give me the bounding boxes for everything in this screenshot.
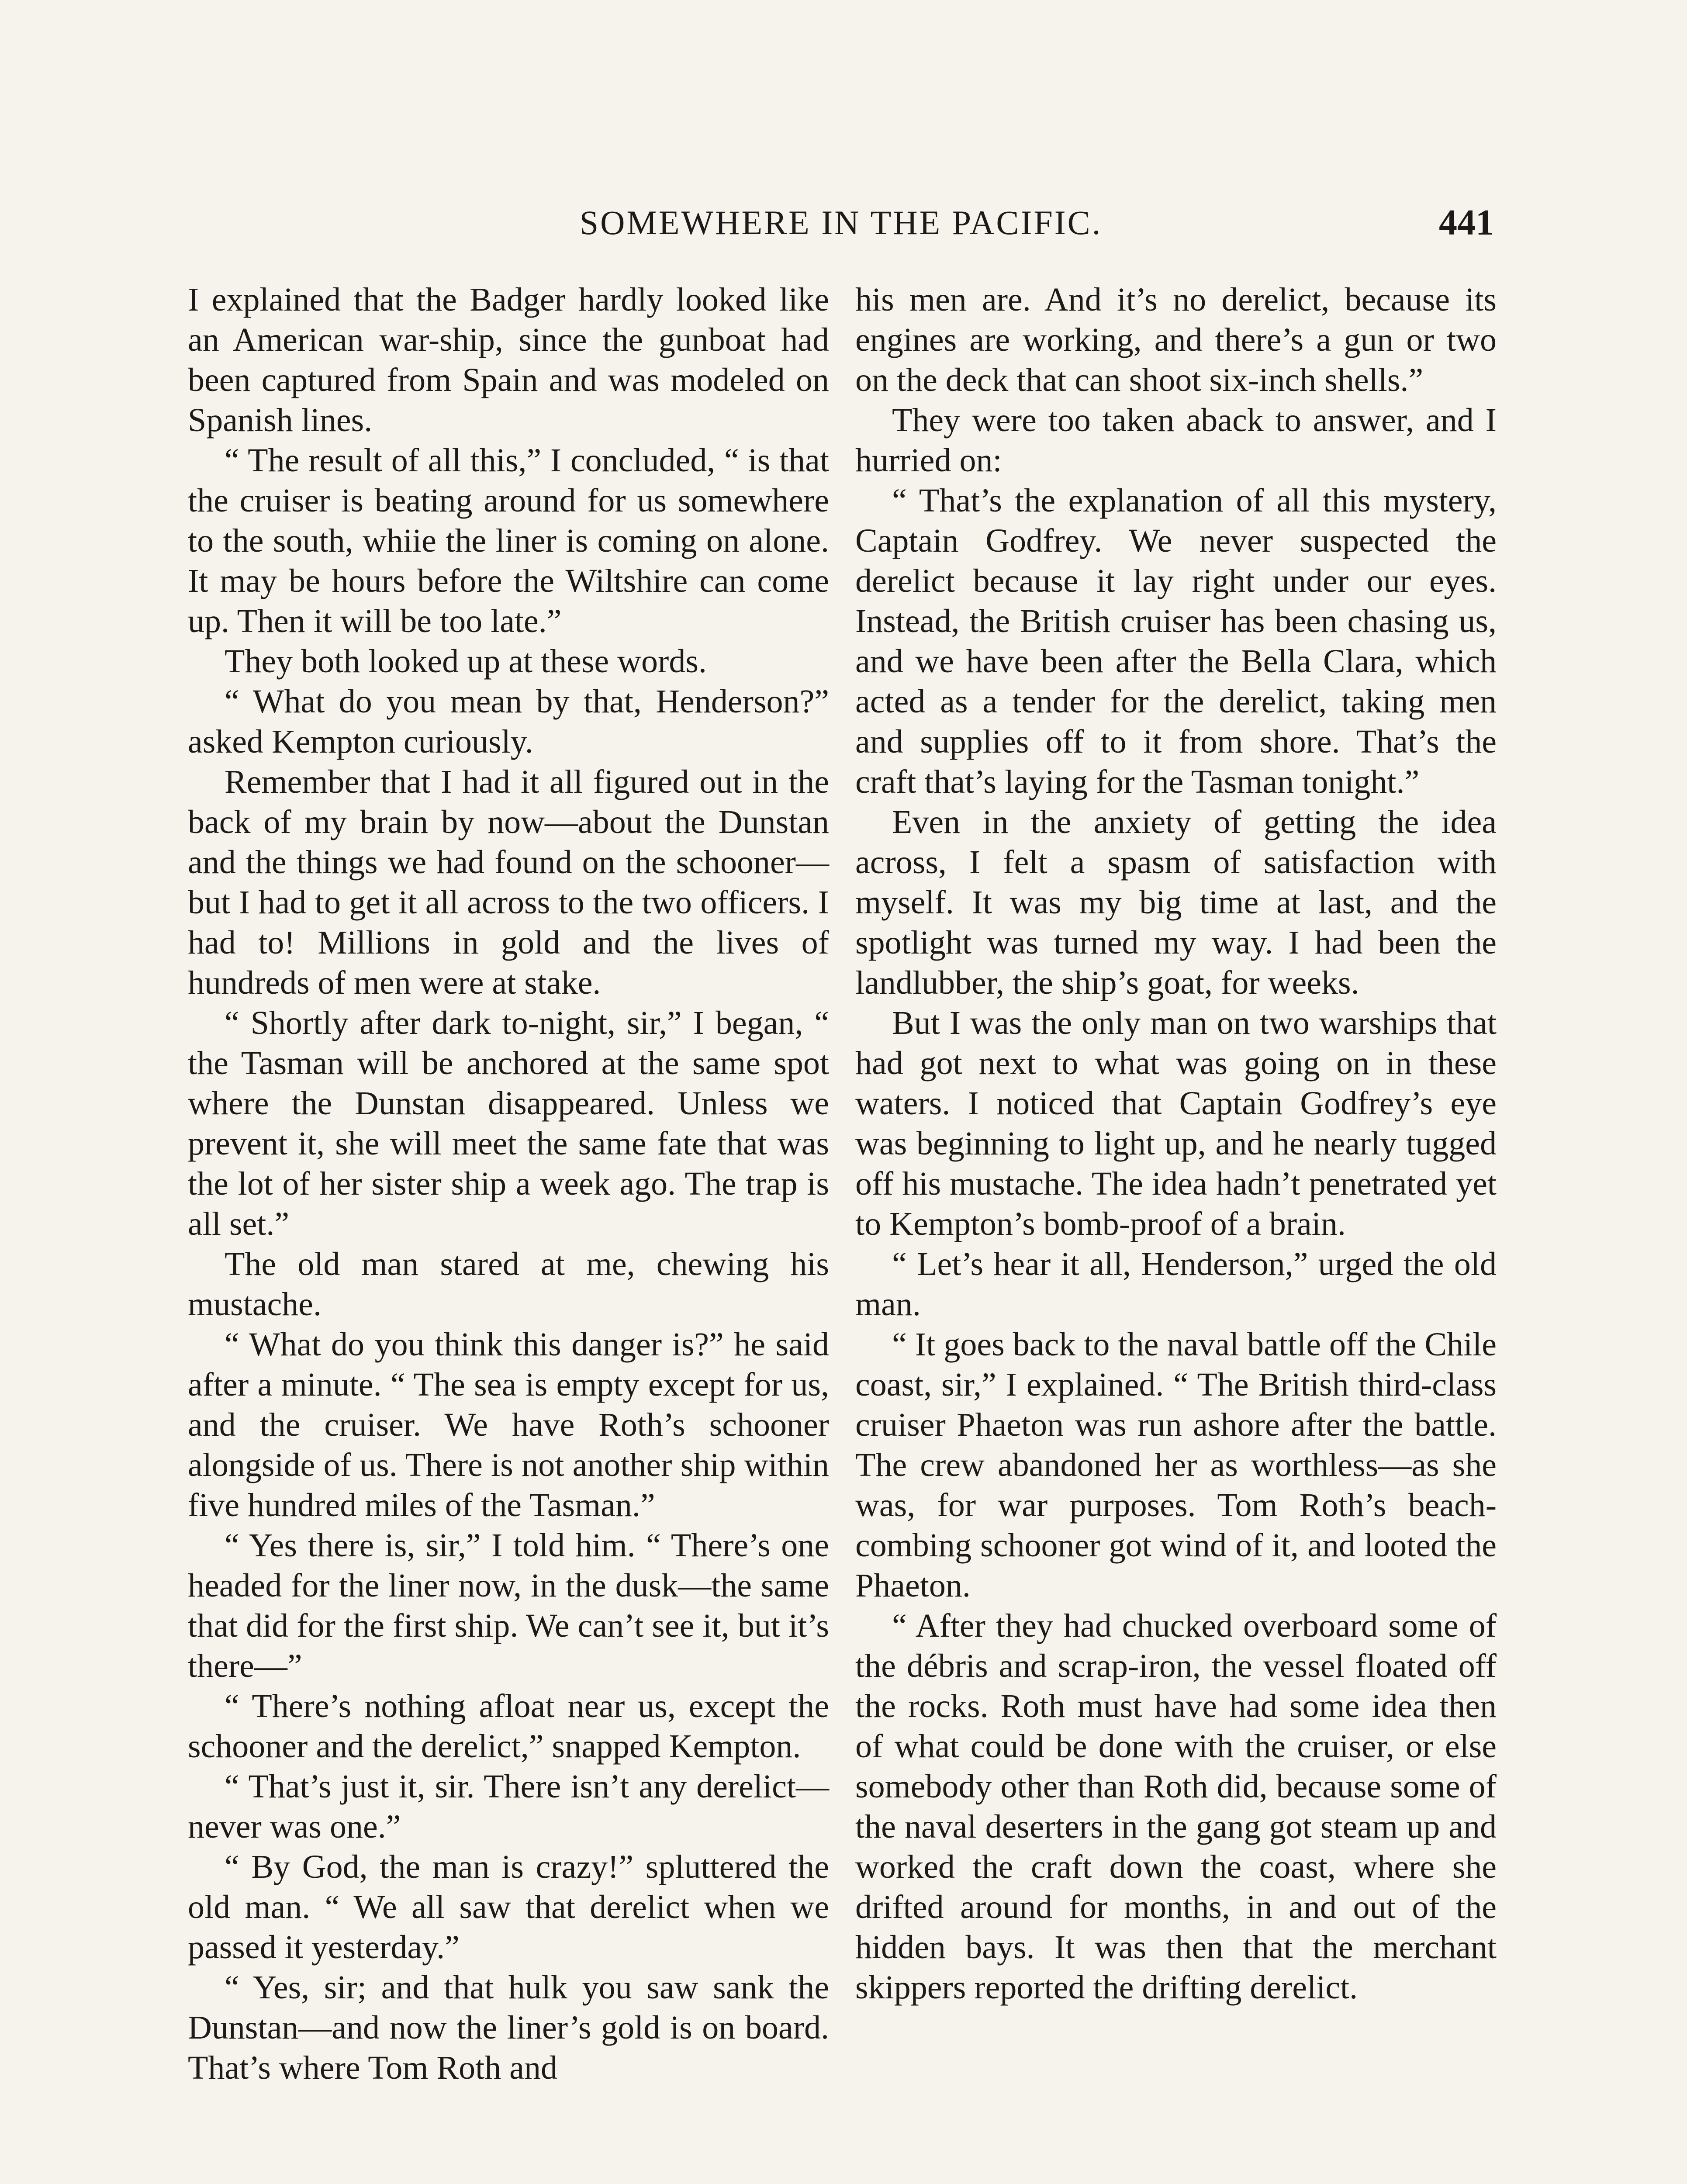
left-column: [188, 280, 829, 2088]
paragraph: “ The result of all this,” I concluded, “ is that the cruiser is beating around for us somewhere to the south, whiie the liner is coming on alone. It may be hours before the Wiltshire can come up. Then it will be too late.”: [188, 442, 829, 639]
paragraph: “ Let’s hear it all, Henderson,” urged the old man.: [855, 1246, 1497, 1323]
paragraph: his men are. And it’s no derelict, because its engines are working, and there’s a gun or two on the deck that can shoot six-inch shells.”: [855, 281, 1497, 398]
paragraph: “ What do you think this danger is?” he said after a minute. “ The sea is empty except for us, and the cruiser. We have Roth’s schooner alongside of us. There is not another ship within five hundred miles of the Tasman.”: [188, 1326, 829, 1524]
paragraph: They both looked up at these words.: [225, 643, 707, 680]
paragraph: “ Shortly after dark to-night, sir,” I began, “ the Tasman will be anchored at the same spot where the Dunstan disappeared. Unless we prevent it, she will meet the same fate that was the lot of her sister ship a week ago. The trap is all set.”: [188, 1005, 829, 1242]
paragraph: “ That’s the explanation of all this mystery, Captain Godfrey. We never suspected the derelict because it lay right under our eyes. Instead, the British cruiser has been chasing us, and we have been after the Bella Clara, which acted as a tender for the derelict, taking men and supplies off to it from shore. That’s the craft that’s laying for the Tasman tonight.”: [855, 482, 1497, 800]
paragraph: But I was the only man on two warships that had got next to what was going on in these waters. I noticed that Captain Godfrey’s eye was beginning to light up, and he nearly tugged off his mustache. The idea hadn’t penetrated yet to Kempton’s bomb-proof of a brain.: [855, 1005, 1497, 1242]
paragraph: “ Yes there is, sir,” I told him. “ There’s one headed for the liner now, in the dusk—the same that did for the first ship. We can’t see it, but it’s there—”: [188, 1527, 829, 1684]
paragraph: I explained that the Badger hardly looked like an American war-ship, since the gunboat had been captured from Spain and was modeled on Spanish lines.: [188, 281, 829, 439]
paragraph: “ Yes, sir; and that hulk you saw sank the Dunstan—and now the liner’s gold is on board. That’s where Tom Roth and: [188, 1969, 829, 2086]
running-title: SOMEWHERE IN THE PACIFIC.: [579, 204, 1103, 242]
right-column: [855, 280, 1497, 2008]
paragraph: “ It goes back to the naval battle off the Chile coast, sir,” I explained. “ The British third-class cruiser Phaeton was run ashore after the battle. The crew abandoned her as worthless—as she was, for war purposes. Tom Roth’s beach-combing schooner got wind of it, and looted the Phaeton.: [855, 1326, 1497, 1604]
page-number: 441: [1439, 202, 1494, 243]
paragraph: “ That’s just it, sir. There isn’t any derelict—never was one.”: [188, 1768, 829, 1845]
paragraph: They were too taken aback to answer, and I hurried on:: [855, 402, 1497, 479]
paragraph: “ After they had chucked overboard some of the débris and scrap-iron, the vessel floated off the rocks. Roth must have had some idea then of what could be done with the cruiser, or else somebody other than Roth did, because some of the naval deserters in the gang got steam up and worked the craft down the coast, where she drifted around for months, in and out of the hidden bays. It was then that the merchant skippers reported the drifting derelict.: [855, 1607, 1497, 2006]
paragraph: Remember that I had it all figured out in the back of my brain by now—about the Dunstan and the things we had found on the schooner—but I had to get it all across to the two officers. I had to! Millions in gold and the lives of hundreds of men were at stake.: [188, 764, 829, 1001]
paragraph: “ There’s nothing afloat near us, except the schooner and the derelict,” snapped Kempton.: [188, 1688, 829, 1765]
paragraph: Even in the anxiety of getting the idea across, I felt a spasm of satisfaction with myself. It was my big time at last, and the spotlight was turned my way. I had been the landlubber, the ship’s goat, for weeks.: [855, 804, 1497, 1001]
paragraph: “ What do you mean by that, Henderson?” asked Kempton curiously.: [188, 683, 829, 760]
paragraph: “ By God, the man is crazy!” spluttered the old man. “ We all saw that derelict when we passed it yesterday.”: [188, 1849, 829, 1966]
running-header: [188, 199, 1494, 251]
paragraph: The old man stared at me, chewing his mustache.: [188, 1246, 829, 1323]
